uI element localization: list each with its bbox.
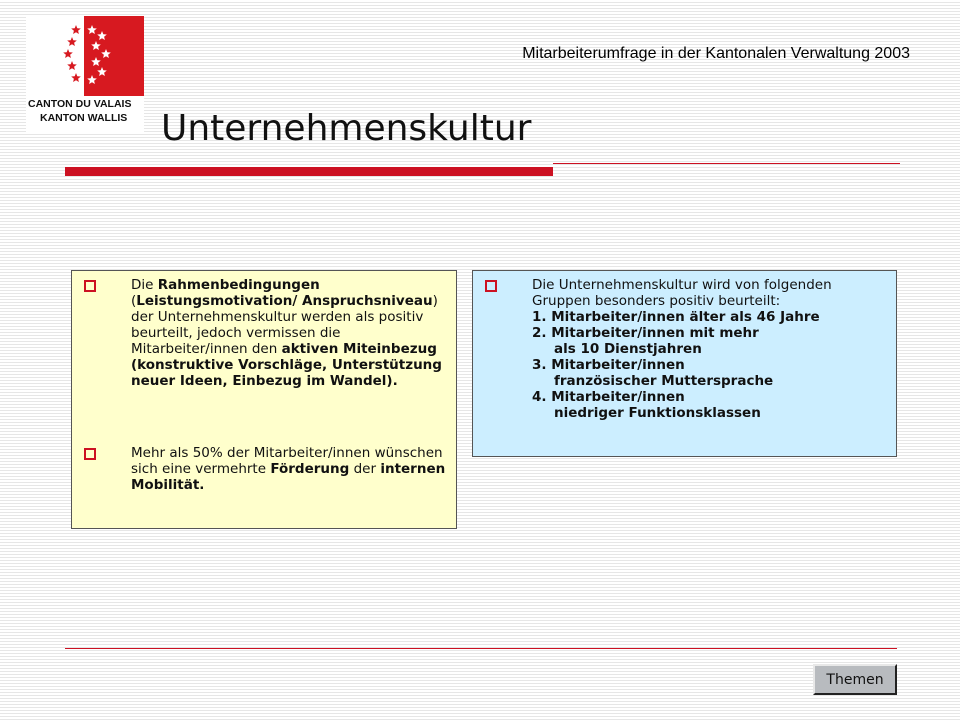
finding-2-segment: Mehr als 50% der Mitarbeiter/innen wünschen sich eine vermehrte [131, 445, 443, 477]
finding-2-segment: internen Mobilität. [131, 461, 446, 493]
coat-of-arms-icon [26, 16, 144, 96]
group-item-1: 1. Mitarbeiter/innen älter als 46 Jahre [532, 309, 820, 325]
themen-button[interactable]: Themen [813, 664, 897, 695]
finding-item-1 [131, 277, 451, 389]
survey-title: Mitarbeiterumfrage in der Kantonalen Verwaltung 2003 [522, 45, 910, 62]
finding-1-segment: Die [131, 277, 158, 293]
finding-1-segment: aktiven Miteinbezug (konstruktive Vorschläge, Unterstützung neuer Ideen, Einbezug im Wandel). [131, 341, 442, 389]
footer-rule [65, 648, 897, 649]
page-title: Unternehmenskultur [161, 108, 532, 149]
group-item-3: 3. Mitarbeiter/innen [532, 357, 685, 373]
group-item-4: 4. Mitarbeiter/innen [532, 389, 685, 405]
finding-2-segment: der [349, 461, 381, 477]
group-item-3-cont: französischer Muttersprache [554, 373, 774, 389]
square-bullet-icon [485, 280, 497, 292]
title-rule-thin [553, 163, 900, 164]
finding-1-segment: ) der Unternehmenskultur werden als positiv beurteilt, jedoch vermissen die Mitarbeiter/innen den [131, 293, 438, 357]
findings-box [71, 270, 457, 529]
logo-text-french: CANTON DU VALAIS [28, 98, 132, 110]
square-bullet-icon [84, 448, 96, 460]
finding-2-segment: Förderung [270, 461, 350, 477]
finding-1-segment: Leistungsmotivation/ Anspruchsniveau [136, 293, 433, 309]
positive-groups-text [532, 277, 892, 421]
square-bullet-icon [84, 280, 96, 292]
finding-item-2 [131, 445, 451, 493]
logo-text-german: KANTON WALLIS [40, 112, 128, 124]
finding-1-segment: ( [131, 293, 137, 309]
intro-text: Die Unternehmenskultur wird von folgenden Gruppen besonders positiv beurteilt: [532, 277, 832, 309]
group-item-2: 2. Mitarbeiter/innen mit mehr [532, 325, 759, 341]
group-item-4-cont: niedriger Funktionsklassen [554, 405, 761, 421]
finding-1-segment: Rahmenbedingungen [157, 277, 320, 293]
positive-groups-box [472, 270, 897, 457]
canton-valais-logo [26, 16, 144, 132]
title-rule-thick [65, 167, 553, 176]
group-item-2-cont: als 10 Dienstjahren [554, 341, 702, 357]
